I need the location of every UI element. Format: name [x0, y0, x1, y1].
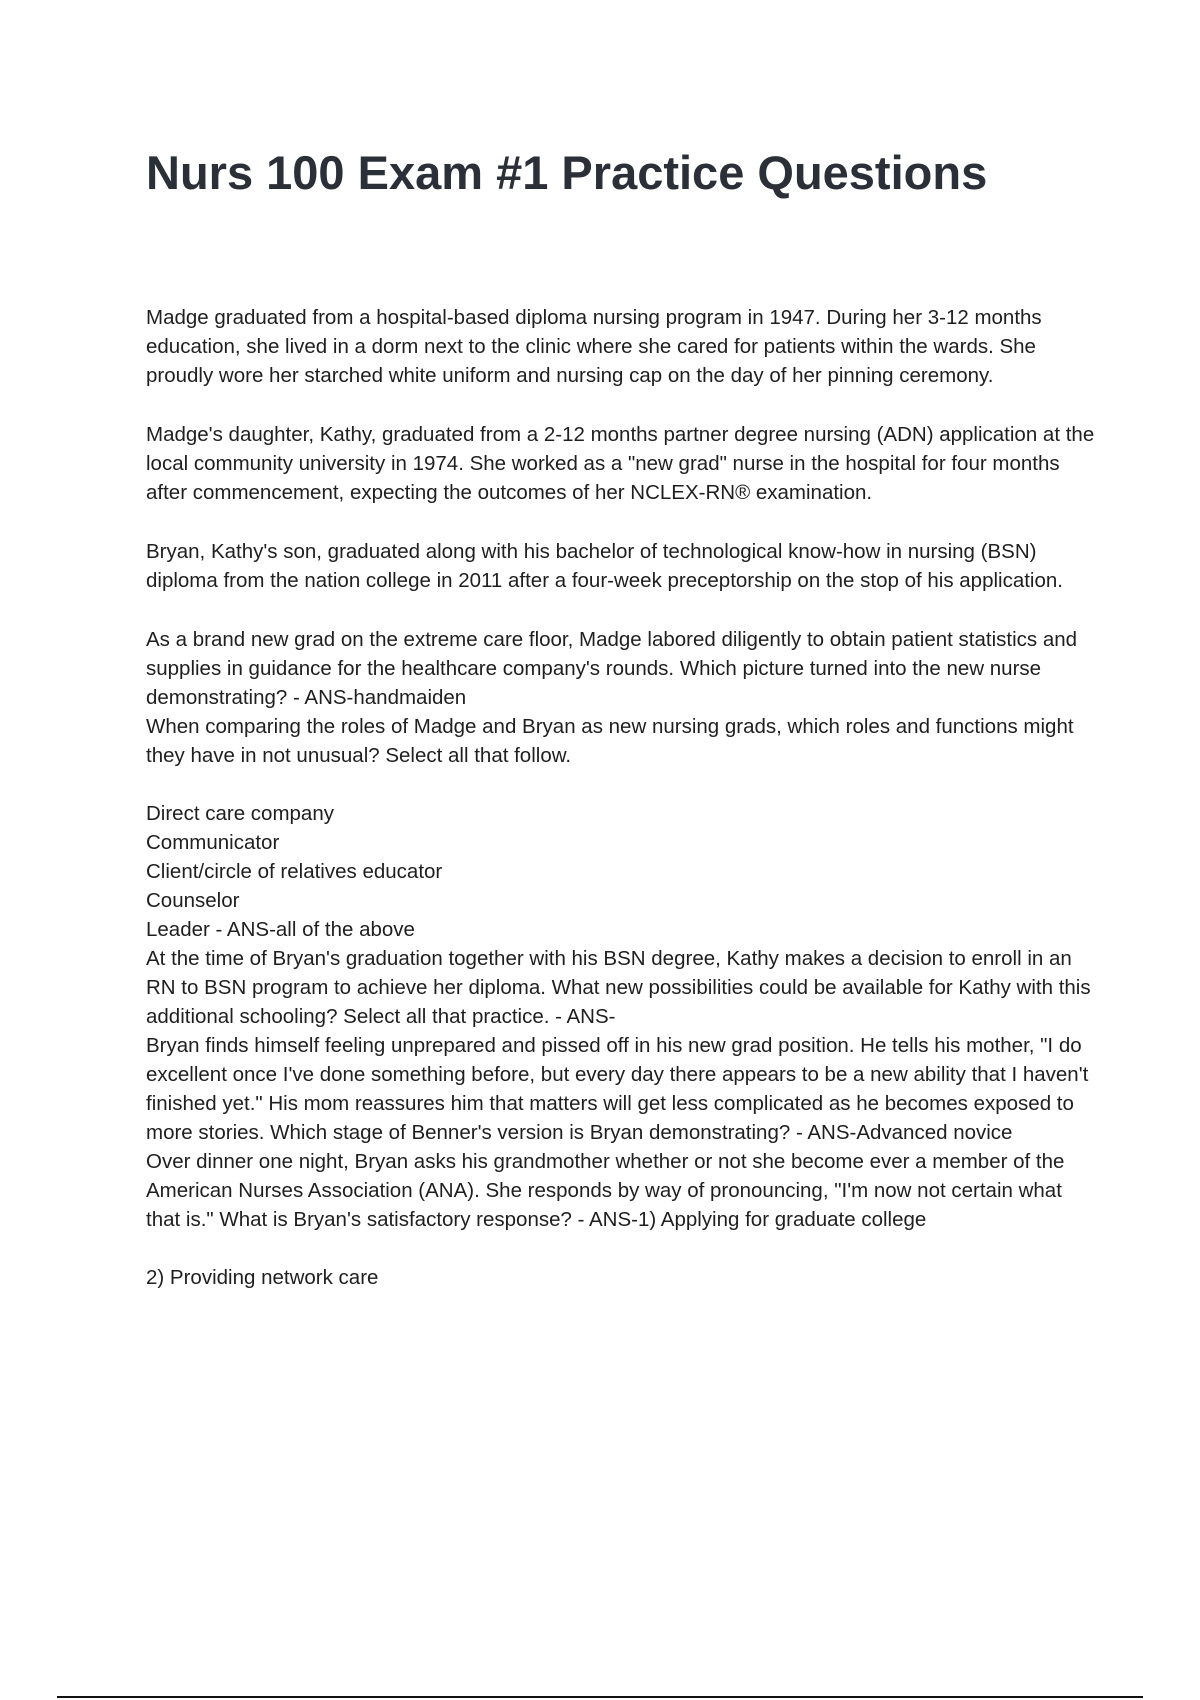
paragraph-kathy: Madge's daughter, Kathy, graduated from a 2-12 months partner degree nursing (ADN) application at the local community university in 1974. She worked as a "new grad" nurse in the hospital for four months after commencement, expecting the outcomes of her NCLEX-RN® examination. [146, 423, 1095, 504]
question-5: Over dinner one night, Bryan asks his grandmother whether or not she become ever a member of the American Nurses Association (ANA). She responds by way of pronouncing, "I'm now not certain what that is." What is Bryan's satisfactory response? - ANS-1) Applying for graduate college [146, 1150, 1065, 1231]
page-title: Nurs 100 Exam #1 Practice Questions [146, 146, 988, 199]
spacer [146, 770, 1096, 799]
question-1: As a brand new grad on the extreme care floor, Madge labored diligently to obtain patient statistics and supplies in guidance for the healthcare company's rounds. Which picture turned into the new nurse demonstrating? - ANS-handmaiden [146, 628, 1078, 709]
document-body [146, 303, 1096, 1292]
question-2: When comparing the roles of Madge and Bryan as new nursing grads, which roles and functions might they have in not unusual? Select all that follow. [146, 715, 1074, 767]
question-4: Bryan finds himself feeling unprepared and pissed off in his new grad position. He tells his mother, "I do excellent once I've done something before, but every day there appears to be a new ability that I haven't finished yet." His mom reassures him that matters will get less complicated as he becomes exposed to more stories. Which stage of Benner's version is Bryan demonstrating? - ANS-Advanced novice [146, 1034, 1089, 1144]
spacer [146, 1234, 1096, 1263]
footer-divider [57, 1696, 1143, 1698]
question-3: At the time of Bryan's graduation together with his BSN degree, Kathy makes a decision to enroll in an RN to BSN program to achieve her diploma. What new possibilities could be available for Kathy with this additional schooling? Select all that practice. - ANS- [146, 947, 1091, 1028]
option-item: Communicator [146, 831, 280, 854]
option-item: Leader - ANS-all of the above [146, 918, 415, 941]
option-item: 2) Providing network care [146, 1266, 379, 1289]
paragraph-madge: Madge graduated from a hospital-based diploma nursing program in 1947. During her 3-12 months education, she lived in a dorm next to the clinic where she cared for patients within the wards. She proudly wore her starched white uniform and nursing cap on the day of her pinning ceremony. [146, 306, 1042, 387]
option-item: Client/circle of relatives educator [146, 860, 443, 883]
paragraph-bryan: Bryan, Kathy's son, graduated along with his bachelor of technological know-how in nursing (BSN) diploma from the nation college in 2011 after a four-week preceptorship on the stop of his application. [146, 540, 1063, 592]
option-item: Direct care company [146, 802, 334, 825]
option-item: Counselor [146, 889, 240, 912]
